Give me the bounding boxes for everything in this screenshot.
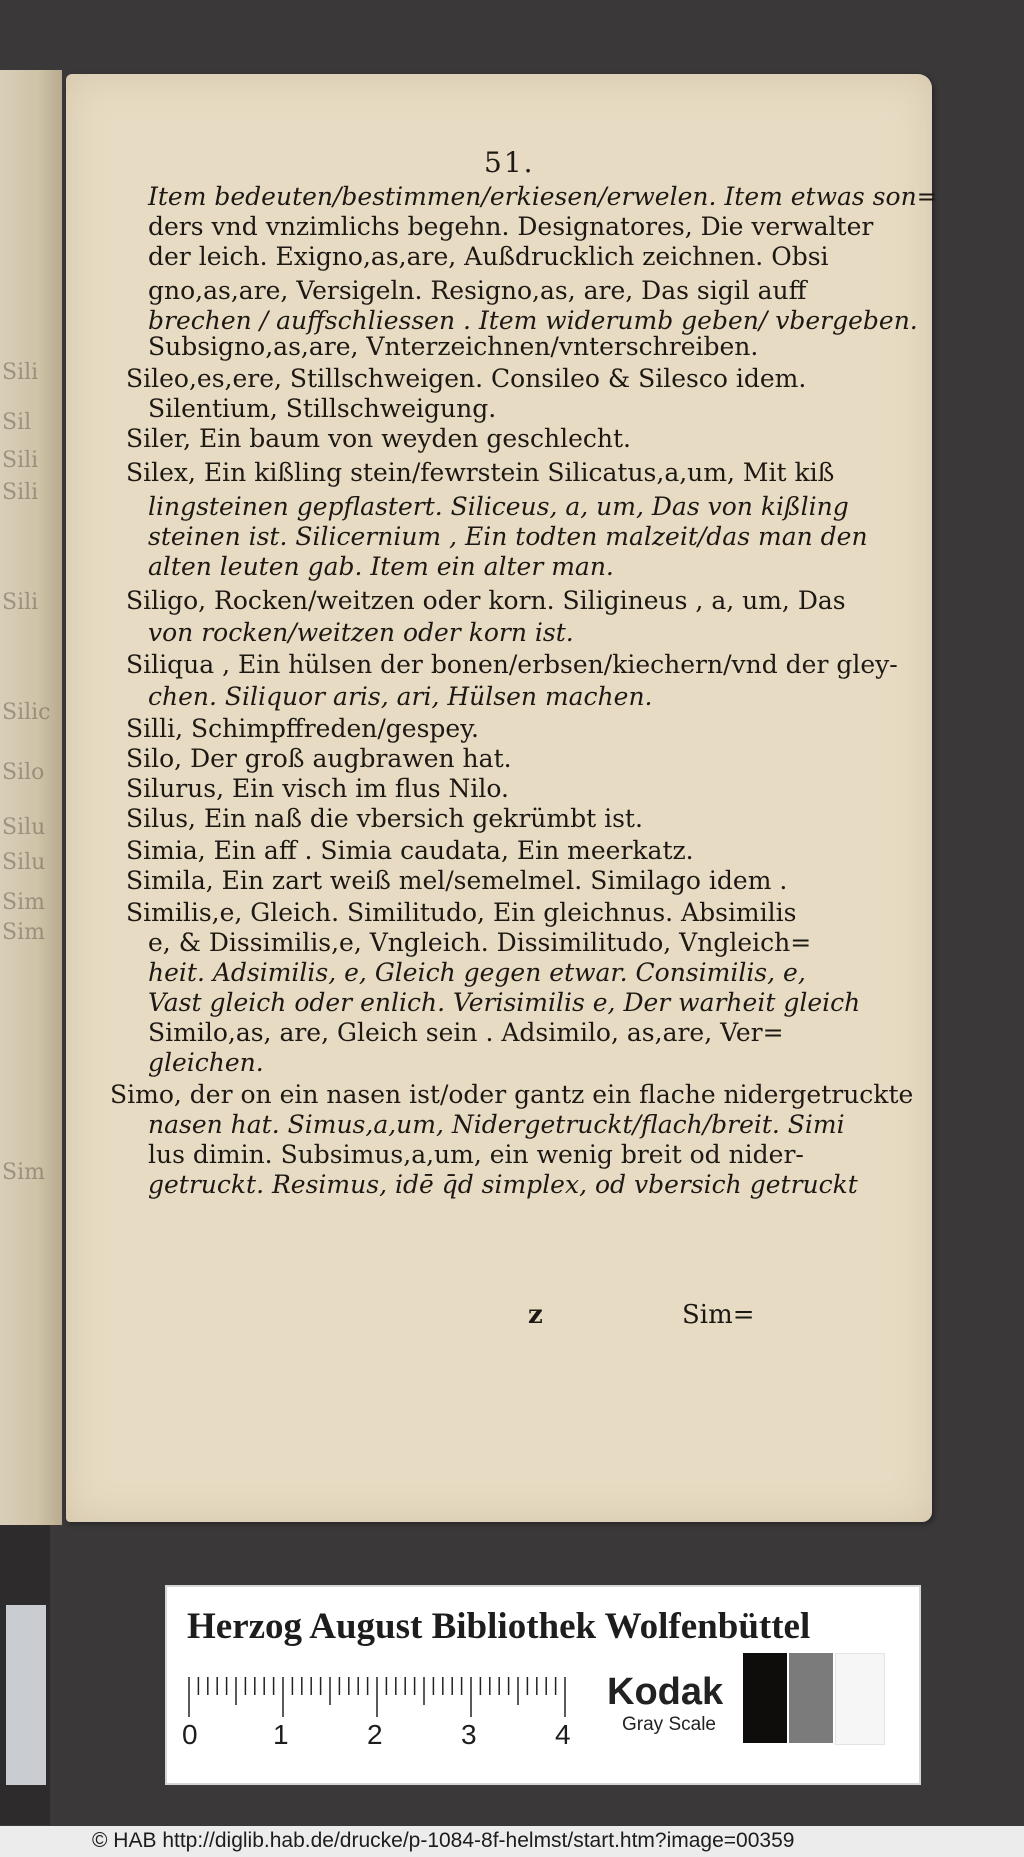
text-line: heit. Adsimilis, e, Gleich gegen etwar. Consimilis, e, <box>148 958 806 987</box>
text-line: Subsigno,as,are, Vnterzeichnen/vnterschreiben. <box>148 332 759 361</box>
text-line: Silus, Ein naß die vbersich gekrümbt ist. <box>126 804 643 833</box>
text-line: chen. Siliquor aris, ari, Hülsen machen. <box>148 682 653 711</box>
left-fragment: Sil <box>2 410 32 435</box>
copyright-url: © HAB http://diglib.hab.de/drucke/p-1084-8f-helmst/start.htm?image=00359 <box>92 1829 795 1852</box>
text-line: alten leuten gab. Item ein alter man. <box>148 552 614 581</box>
text-line: Simila, Ein zart weiß mel/semelmel. Similago idem . <box>126 866 788 895</box>
ruler-label: 3 <box>461 1719 477 1750</box>
text-line: Similis,e, Gleich. Similitudo, Ein gleichnus. Absimilis <box>126 898 797 927</box>
text-line: lingsteinen gepflastert. Siliceus, a, um, Das von kißling <box>148 492 849 521</box>
left-fragment: Silo <box>2 760 45 785</box>
text-line: getruckt. Resimus, idē q̄d simplex, od vbersich getruckt <box>148 1170 858 1199</box>
text-line: Sileo,es,ere, Stillschweigen. Consileo & Silesco idem. <box>126 364 807 393</box>
text-line: der leich. Exigno,as,are, Außdrucklich zeichnen. Obsi <box>148 242 829 271</box>
text-line: Silentium, Stillschweigung. <box>148 394 497 423</box>
text-line: lus dimin. Subsimus,a,um, ein wenig breit od nider- <box>148 1140 804 1169</box>
kodak-logo: Kodak <box>607 1671 724 1713</box>
ruler-ticks <box>187 1677 587 1722</box>
text-line: von rocken/weitzen oder korn ist. <box>148 618 574 647</box>
signature-mark: z <box>528 1300 543 1330</box>
text-line: Siligo, Rocken/weitzen oder korn. Siligineus , a, um, Das <box>126 586 846 615</box>
left-fragment: Sili <box>2 480 39 505</box>
black-swatch <box>743 1653 787 1743</box>
left-fragment: Sim <box>2 890 45 915</box>
left-fragment: Sim <box>2 920 45 945</box>
text-line: Silli, Schimpffreden/gespey. <box>126 714 479 743</box>
book-page <box>66 74 938 1522</box>
color-scale-card <box>165 1585 921 1785</box>
text-line: Vast gleich oder enlich. Verisimilis e, Der warheit gleich <box>148 988 861 1017</box>
text-line: Item bedeuten/bestimmen/erkiesen/erwelen. Item etwas son= <box>148 182 938 211</box>
library-name: Herzog August Bibliothek Wolfenbüttel <box>187 1606 811 1647</box>
left-fragment: Sim <box>2 1160 45 1185</box>
catchword: Sim= <box>682 1300 755 1330</box>
gray-scale-label: Gray Scale <box>622 1714 716 1735</box>
ruler-label: 4 <box>555 1719 571 1750</box>
text-line: Similo,as, are, Gleich sein . Adsimilo, as,are, Ver= <box>148 1018 784 1047</box>
text-line: Silo, Der groß augbrawen hat. <box>126 744 512 773</box>
text-line: gleichen. <box>148 1048 264 1077</box>
left-fragment: Silu <box>2 815 46 840</box>
text-line: Siliqua , Ein hülsen der bonen/erbsen/kiechern/vnd der gley- <box>126 650 898 679</box>
text-line: e, & Dissimilis,e, Vngleich. Dissimilitudo, Vngleich= <box>148 928 812 957</box>
left-fragment: Sili <box>2 448 39 473</box>
text-line: Simo, der on ein nasen ist/oder gantz ein flache nidergetruckte <box>110 1080 914 1109</box>
left-fragment: Silic <box>2 700 51 725</box>
copyright-footer <box>0 1826 1024 1857</box>
adjacent-page-edge <box>0 70 62 1525</box>
page-number: 51. <box>484 146 535 179</box>
ruler-label: 0 <box>182 1719 198 1750</box>
white-swatch <box>835 1653 885 1745</box>
text-line: brechen / auffschliessen . Item widerumb geben/ vbergeben. <box>148 306 918 335</box>
ruler-label: 1 <box>273 1719 289 1750</box>
left-fragment: Sili <box>2 590 39 615</box>
left-fragment: Silu <box>2 850 46 875</box>
text-line: nasen hat. Simus,a,um, Nidergetruckt/flach/breit. Simi <box>148 1110 845 1139</box>
text-line: gno,as,are, Versigeln. Resigno,as, are, Das sigil auff <box>148 276 807 305</box>
text-line: Silurus, Ein visch im flus Nilo. <box>126 774 509 803</box>
text-line: Silex, Ein kißling stein/fewrstein Silicatus,a,um, Mit kiß <box>126 458 835 487</box>
text-line: Simia, Ein aff . Simia caudata, Ein meerkatz. <box>126 836 694 865</box>
left-fragment: Sili <box>2 360 39 385</box>
text-line: Siler, Ein baum von weyden geschlecht. <box>126 424 631 453</box>
text-line: ders vnd vnzimlichs begehn. Designatores, Die verwalter <box>148 212 874 241</box>
adjacent-page-shadow <box>0 1525 50 1825</box>
text-line: steinen ist. Silicernium , Ein todten malzeit/das man den <box>148 522 868 551</box>
ruler-label: 2 <box>367 1719 383 1750</box>
adjacent-card-edge <box>6 1605 46 1785</box>
ruler <box>187 1677 587 1737</box>
gray-swatch <box>789 1653 833 1743</box>
